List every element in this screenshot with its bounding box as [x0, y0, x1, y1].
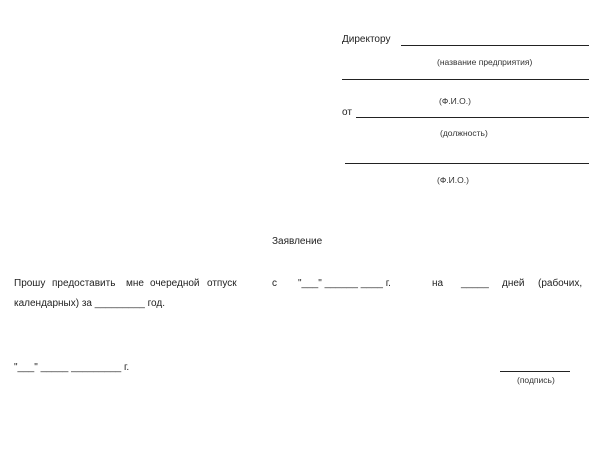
signature-line: [500, 371, 570, 372]
body-word-8: дней: [502, 278, 525, 289]
body-word-7: на: [432, 278, 444, 289]
from-label: от: [342, 107, 352, 118]
vacation-start-date: "___" ______ ____ г.: [298, 278, 391, 289]
body-word-5: отпуск: [207, 278, 237, 289]
position-line: [345, 163, 589, 164]
application-date: "___" _____ _________ г.: [14, 362, 130, 373]
body-word-1: Прошу: [14, 278, 46, 289]
director-line: [401, 45, 589, 46]
days-blank: _____: [461, 278, 489, 289]
document-title: Заявление: [272, 236, 323, 247]
signature-caption: (подпись): [517, 375, 555, 385]
body-line-2: календарных) за _________ год.: [14, 298, 165, 309]
from-line: [356, 117, 589, 118]
company-caption: (название предприятия): [437, 57, 533, 67]
body-word-2: предоставить: [52, 278, 116, 289]
body-word-4: очередной: [150, 278, 200, 289]
body-word-9: (рабочих,: [538, 278, 583, 289]
fio-caption-1: (Ф.И.О.): [439, 96, 471, 106]
position-caption: (должность): [440, 128, 488, 138]
fio-caption-2: (Ф.И.О.): [437, 175, 469, 185]
body-word-3: мне: [126, 278, 144, 289]
company-line: [342, 79, 589, 80]
body-word-6: с: [272, 278, 277, 289]
director-label: Директору: [342, 34, 391, 45]
